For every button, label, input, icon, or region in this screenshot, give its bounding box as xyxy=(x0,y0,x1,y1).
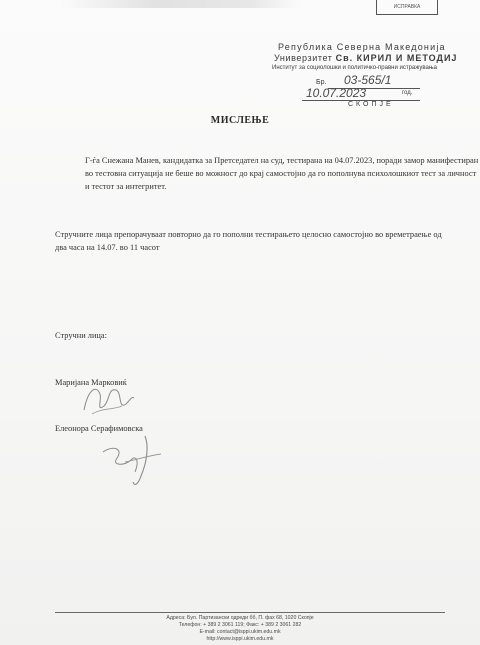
stamp-number-value: 03-565/1 xyxy=(344,73,392,87)
experts-label: Стручни лица: xyxy=(55,331,107,340)
footer-web: http://www.isppi.ukim.edu.mk xyxy=(206,636,274,642)
footer-address: Адреса: Бул. Партизански одреди бб, П. фах 68, 1020 Скопје xyxy=(166,615,314,621)
stamp-number-label: Бр. xyxy=(316,79,327,86)
footer-email: E-mail: contact@isppi.ukim.edu.mk xyxy=(199,629,281,635)
signature-2-icon xyxy=(95,432,170,492)
paragraph-recommendation: Стручните лица препорачуваат повторно да го пополни тестирањето целосно самостојно во времетраење од два часа на 14.07. во 11 часот xyxy=(55,230,442,252)
stamp-year-suffix: год. xyxy=(402,90,413,96)
footer-contact xyxy=(0,615,480,643)
stamp-university-name: Св. КИРИЛ И МЕТОДИЈ xyxy=(335,53,458,63)
stamp-institute: Институт за социолошки и политичко-правни истражувања xyxy=(272,65,438,71)
stamp-university xyxy=(274,53,457,63)
stamp-university-prefix: Универзитет xyxy=(274,53,333,63)
scan-shadow xyxy=(60,0,300,8)
corner-box: ИСПРАВКА xyxy=(376,0,438,15)
stamp-date-value: 10.07.2023 xyxy=(306,86,367,100)
expert-name-1: Маријана Марковиќ xyxy=(55,378,127,387)
paragraph-testing: Г-ѓа Снежана Манев, кандидатка за Претседател на суд, тестирана на 04.07.2023, поради замор манифестиран во тестовна ситуација не беше во можност до крај самостојно да го пополнува психолошкиот тест за личност и тестот за интегритет. xyxy=(85,156,479,191)
registration-stamp xyxy=(266,42,462,112)
stamp-country: Република Северна Македонија xyxy=(278,42,446,52)
footer-divider xyxy=(55,612,445,613)
document-title: МИСЛЕЊЕ xyxy=(210,115,270,126)
footer-phone: Телефон: + 389 2 3061 119; Факс: + 389 2 3061 282 xyxy=(178,622,302,628)
stamp-city: СКОПЈЕ xyxy=(348,101,394,108)
expert-name-2: Елеонора Серафимовска xyxy=(55,424,143,433)
